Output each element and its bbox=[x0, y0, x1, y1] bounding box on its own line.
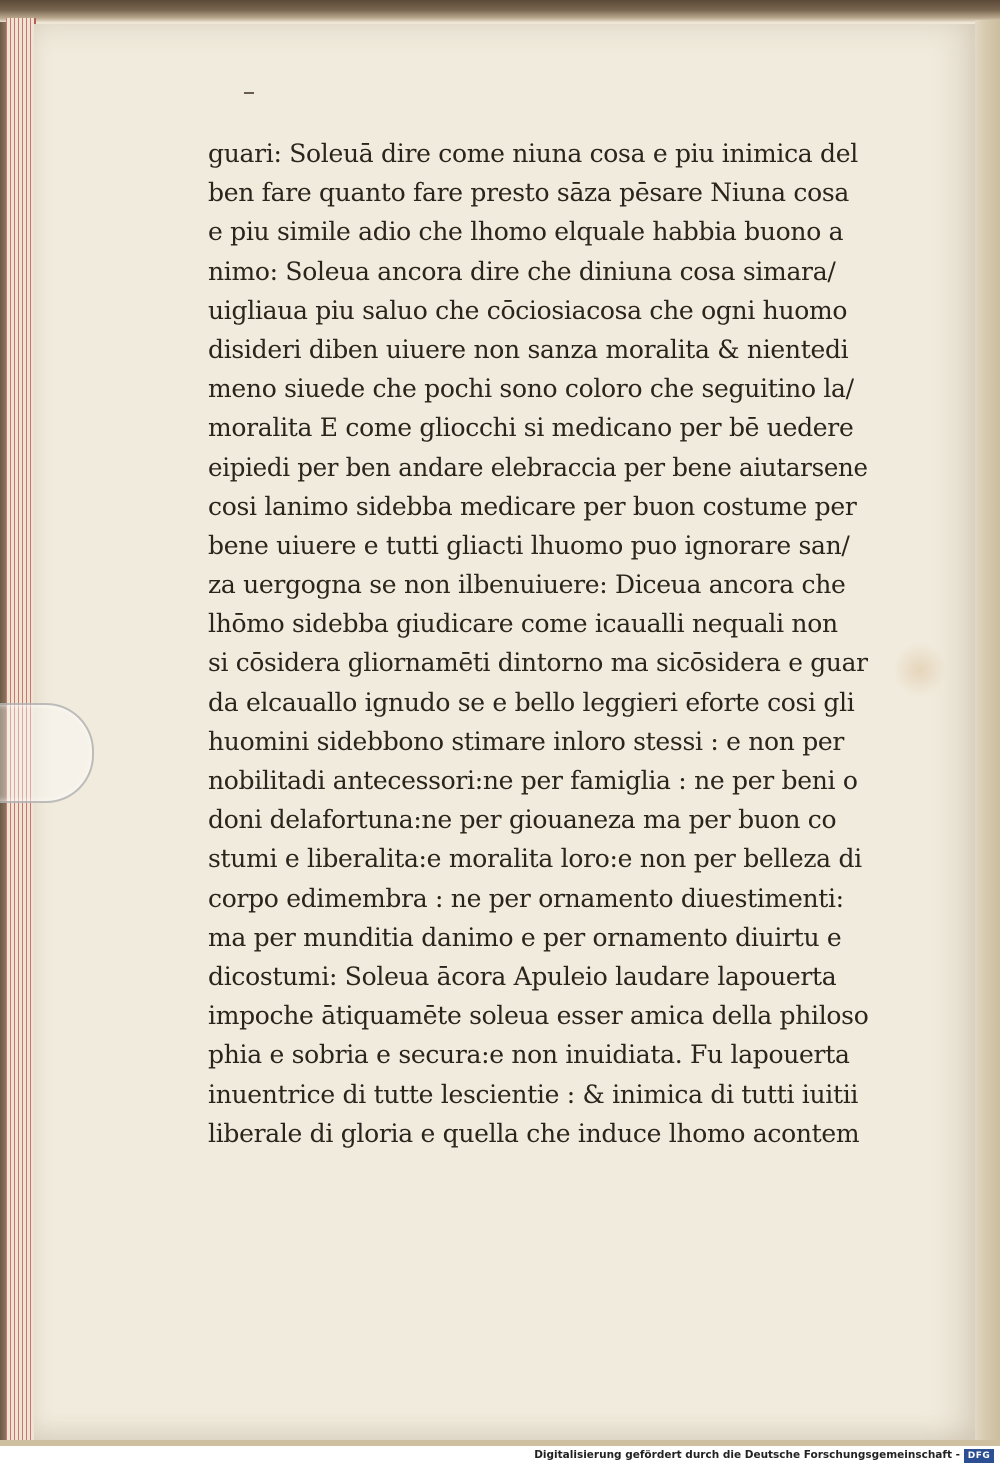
text-line: uigliaua piu saluo che cōciosiacosa che ogni huomo bbox=[208, 295, 848, 325]
text-line: meno siuede che pochi sono coloro che seguitino la/ bbox=[208, 374, 854, 404]
page-clip bbox=[0, 703, 94, 803]
text-line: e piu simile adio che lhomo elquale habbia buono a bbox=[208, 217, 844, 247]
text-line: doni delafortuna:ne per giouaneza ma per buon co bbox=[208, 805, 837, 835]
text-line: ma per munditia danimo e per ornamento diuirtu e bbox=[208, 922, 842, 952]
text-line: lhōmo sidebba giudicare come icaualli nequali non bbox=[208, 609, 838, 639]
text-line: liberale di gloria e quella che induce lhomo acontem bbox=[208, 1118, 860, 1148]
text-line: inuentrice di tutte lescientie : & inimica di tutti iuitii bbox=[208, 1079, 859, 1109]
book-cover-edge bbox=[0, 0, 1000, 22]
text-line: disideri diben uiuere non sanza moralita & nientedi bbox=[208, 334, 849, 364]
text-line: stumi e liberalita:e moralita loro:e non per belleza di bbox=[208, 844, 862, 874]
dfg-logo-icon: DFG bbox=[964, 1449, 994, 1463]
funding-credit: Digitalisierung gefördert durch die Deutsche Forschungsgemeinschaft - bbox=[534, 1449, 960, 1461]
text-line: impoche ātiquamēte soleua esser amica della philoso bbox=[208, 1001, 869, 1031]
text-line: nimo: Soleua ancora dire che diniuna cosa simara/ bbox=[208, 256, 836, 286]
text-line: ben fare quanto fare presto sāza pēsare Niuna cosa bbox=[208, 178, 850, 208]
text-line: za uergogna se non ilbenuiuere: Diceua ancora che bbox=[208, 570, 846, 600]
text-line: nobilitadi antecessori:ne per famiglia : ne per beni o bbox=[208, 766, 858, 795]
paper-stain bbox=[895, 640, 945, 700]
text-line: guari: Soleuā dire come niuna cosa e piu inimica del bbox=[208, 139, 858, 168]
text-line: bene uiuere e tutti gliacti lhuomo puo ignorare san/ bbox=[208, 530, 850, 560]
text-line: cosi lanimo sidebba medicare per buon costume per bbox=[208, 491, 857, 521]
page-text bbox=[208, 134, 868, 1153]
text-line: phia e sobria e secura:e non inuidiata. Fu lapouerta bbox=[208, 1040, 850, 1070]
text-line: eipiedi per ben andare elebraccia per bene aiutarsene bbox=[208, 452, 868, 482]
text-line: dicostumi: Soleua ācora Apuleio laudare lapouerta bbox=[208, 961, 837, 991]
text-line: huomini sidebbono stimare inloro stessi : e non per bbox=[208, 726, 845, 756]
text-line: si cōsidera gliornamēti dintorno ma sicōsidera e guar bbox=[208, 648, 868, 678]
text-line: da elcauallo ignudo se e bello leggieri eforte cosi gli bbox=[208, 687, 855, 717]
book-right-edge bbox=[975, 20, 1000, 1445]
text-line: corpo edimembra : ne per ornamento diuestimenti: bbox=[208, 883, 844, 913]
page-mark bbox=[244, 92, 254, 94]
text-line: moralita E come gliocchi si medicano per bē uedere bbox=[208, 413, 854, 443]
